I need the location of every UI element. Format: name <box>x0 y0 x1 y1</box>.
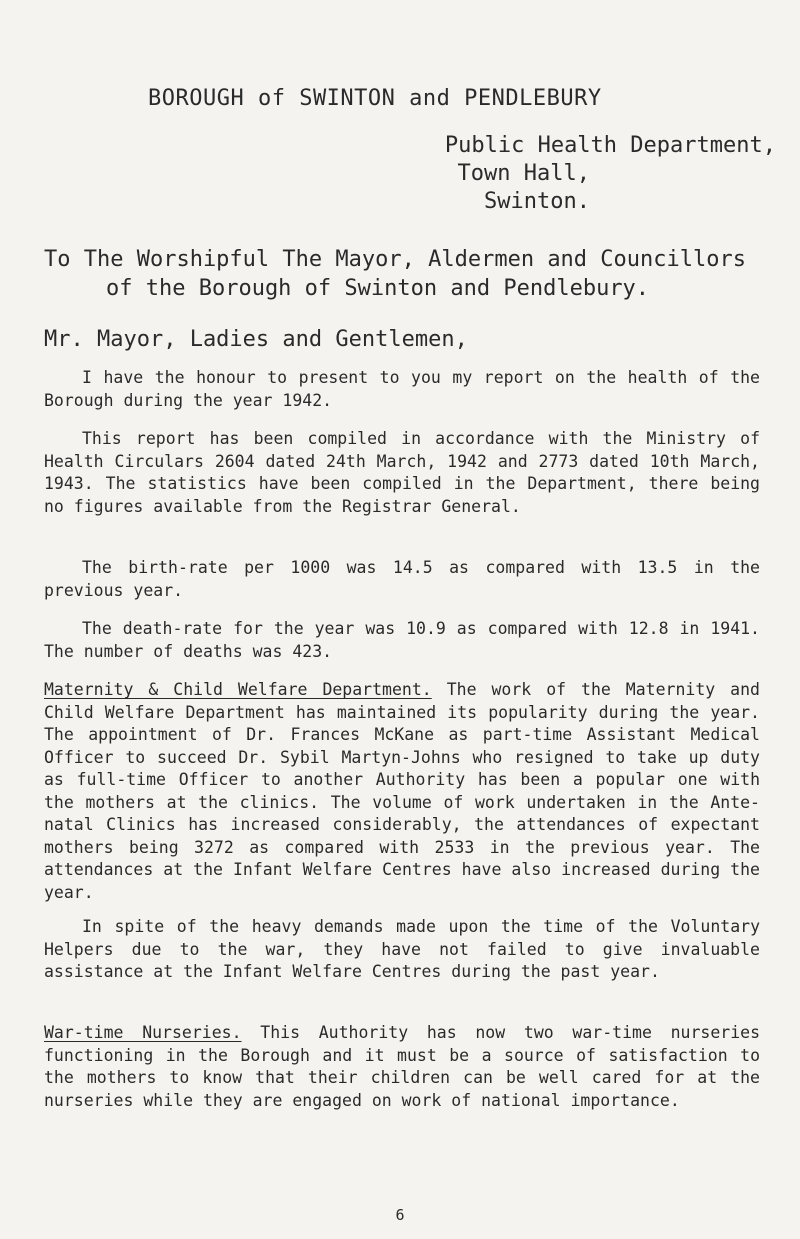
paragraph-maternity <box>44 679 760 904</box>
paragraph-intro <box>44 367 760 412</box>
nurseries-heading: War-time Nurseries. <box>44 1023 242 1042</box>
paragraph-compilation-text: This report has been compiled in accordance with the Ministry of Health Circulars 2604 dated 24th March, 1942 and 2773 dated 10th March, 1943. The statistics have been compiled in the Department, there being no figures available from the Registrar General. <box>44 429 760 516</box>
paragraph-voluntary-helpers <box>44 916 760 984</box>
paragraph-birth-rate-text: The birth-rate per 1000 was 14.5 as compared with 13.5 in the previous year. <box>44 558 760 600</box>
paragraph-voluntary-helpers-text: In spite of the heavy demands made upon the time of the Voluntary Helpers due to the war, they have not failed to give invaluable assistance at the Infant Welfare Centres during the past year. <box>44 917 760 981</box>
department-line: Public Health Department, <box>444 133 776 158</box>
recipient-line-1: To The Worshipful The Mayor, Aldermen and Councillors <box>44 247 746 272</box>
paragraph-death-rate <box>44 618 760 663</box>
paragraph-nurseries <box>44 1022 760 1112</box>
page-number: 6 <box>395 1206 405 1224</box>
building-line: Town Hall, <box>457 161 590 186</box>
salutation: Mr. Mayor, Ladies and Gentlemen, <box>44 327 468 352</box>
paragraph-intro-text: I have the honour to present to you my report on the health of the Borough during the year 1942. <box>44 368 760 410</box>
borough-heading: BOROUGH of SWINTON and PENDLEBURY <box>148 86 602 111</box>
town-line: Swinton. <box>484 189 590 214</box>
sender-address <box>0 132 790 216</box>
maternity-heading: Maternity & Child Welfare Department. <box>44 680 432 699</box>
paragraph-death-rate-text: The death-rate for the year was 10.9 as compared with 12.8 in 1941. The number of deaths was 423. <box>44 619 760 661</box>
paragraph-compilation <box>44 428 760 518</box>
paragraph-birth-rate <box>44 557 760 602</box>
paragraph-maternity-text: The work of the Maternity and Child Welfare Department has maintained its popularity during the year. The appointment of Dr. Frances McKane as part-time Assistant Medical Officer to succeed Dr. Sybil Martyn-Johns who resigned to take up duty as full-time Officer to another Authority has been a popular one with the mothers at the clinics. The volume of work undertaken in the Ante-natal Clinics has increased considerably, the attendances of expectant mothers being 3272 as compared with 2533 in the previous year. The attendances at the Infant Welfare Centres have also increased during the year. <box>44 680 760 902</box>
recipient-line-2: of the Borough of Swinton and Pendlebury. <box>106 276 650 301</box>
paragraph-nurseries-text: This Authority has now two war-time nurseries functioning in the Borough and it must be a source of satisfaction to the mothers to know that their children can be well cared for at the nurseries while they are engaged on work of national importance. <box>44 1023 760 1110</box>
